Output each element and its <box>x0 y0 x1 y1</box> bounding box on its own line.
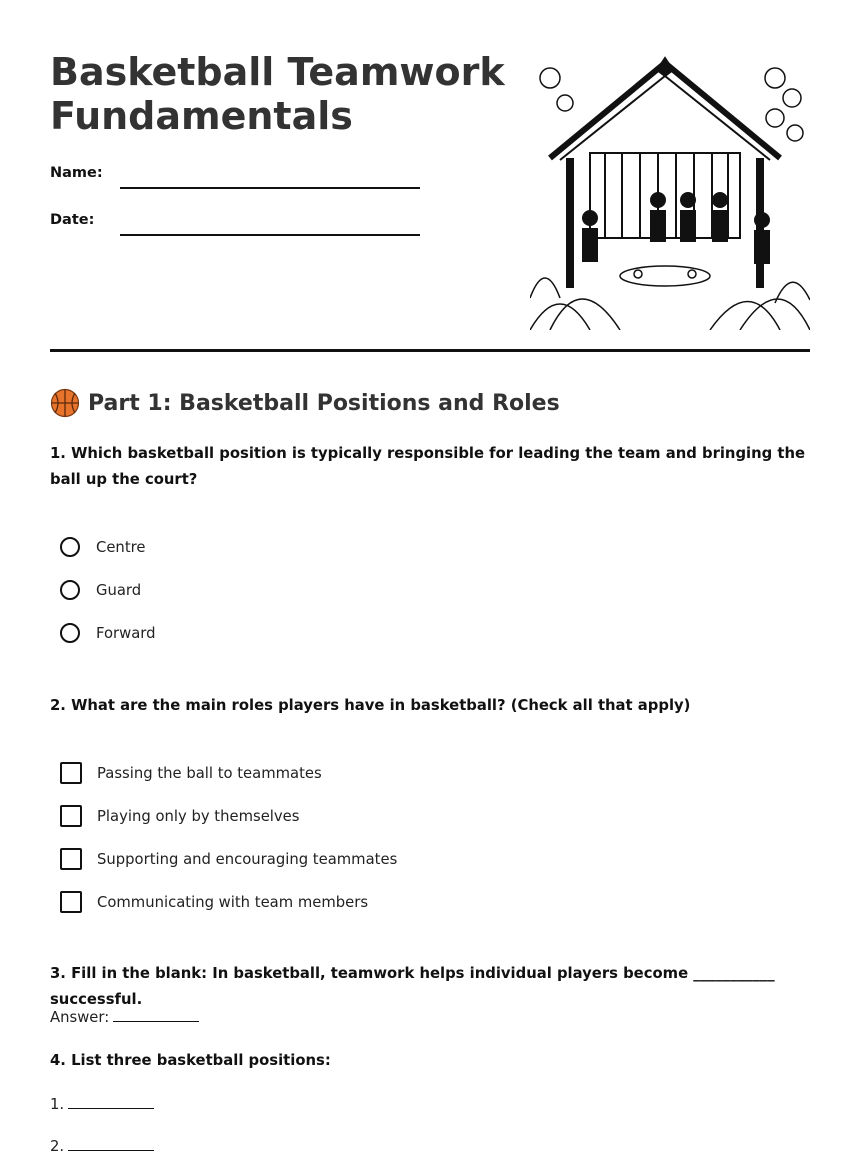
q4-item-1 <box>50 1094 154 1113</box>
checkbox[interactable] <box>60 805 82 827</box>
checkbox[interactable] <box>60 762 82 784</box>
title-line-2: Fundamentals <box>50 94 353 138</box>
radio-button[interactable] <box>60 623 80 643</box>
part1-heading <box>50 388 560 418</box>
radio-button[interactable] <box>60 537 80 557</box>
q3-answer-row <box>50 1007 199 1026</box>
question-3: 3. Fill in the blank: In basketball, teamwork helps individual players become ___________ successful. <box>50 965 775 1008</box>
answer-label: Answer: <box>50 1009 110 1026</box>
question-2: 2. What are the main roles players have in basketball? (Check all that apply) <box>50 697 691 714</box>
item-number: 2. <box>50 1138 65 1155</box>
q1-option-centre[interactable] <box>60 537 145 557</box>
option-label: Playing only by themselves <box>97 807 300 825</box>
option-label: Passing the ball to teammates <box>97 764 322 782</box>
radio-button[interactable] <box>60 580 80 600</box>
question-4: 4. List three basketball positions: <box>50 1052 331 1069</box>
q2-option-supporting[interactable] <box>60 848 397 870</box>
q4-item-2 <box>50 1136 154 1155</box>
title-line-1: Basketball Teamwork <box>50 50 505 94</box>
q2-option-communicating[interactable] <box>60 891 368 913</box>
q1-option-guard[interactable] <box>60 580 141 600</box>
item-blank[interactable] <box>68 1136 154 1151</box>
worksheet-title <box>50 50 510 138</box>
date-label: Date: <box>50 212 95 228</box>
meeting-house-illustration <box>530 48 810 330</box>
q2-option-alone[interactable] <box>60 805 300 827</box>
option-label: Guard <box>96 581 142 599</box>
q1-option-forward[interactable] <box>60 623 156 643</box>
answer-blank[interactable] <box>113 1007 199 1022</box>
header-divider <box>50 349 810 352</box>
item-blank[interactable] <box>68 1094 154 1109</box>
item-number: 1. <box>50 1096 65 1113</box>
basketball-icon <box>50 388 80 418</box>
date-field[interactable] <box>120 234 420 236</box>
checkbox[interactable] <box>60 848 82 870</box>
option-label: Supporting and encouraging teammates <box>97 850 398 868</box>
option-label: Centre <box>96 538 146 556</box>
name-label: Name: <box>50 165 103 181</box>
option-label: Communicating with team members <box>97 893 369 911</box>
checkbox[interactable] <box>60 891 82 913</box>
worksheet-page <box>50 0 810 1161</box>
option-label: Forward <box>96 624 156 642</box>
part1-heading-text: Part 1: Basketball Positions and Roles <box>88 390 560 416</box>
q2-option-passing[interactable] <box>60 762 322 784</box>
name-field[interactable] <box>120 187 420 189</box>
question-1: 1. Which basketball position is typically responsible for leading the team and bringing the ball up the court? <box>50 445 806 488</box>
